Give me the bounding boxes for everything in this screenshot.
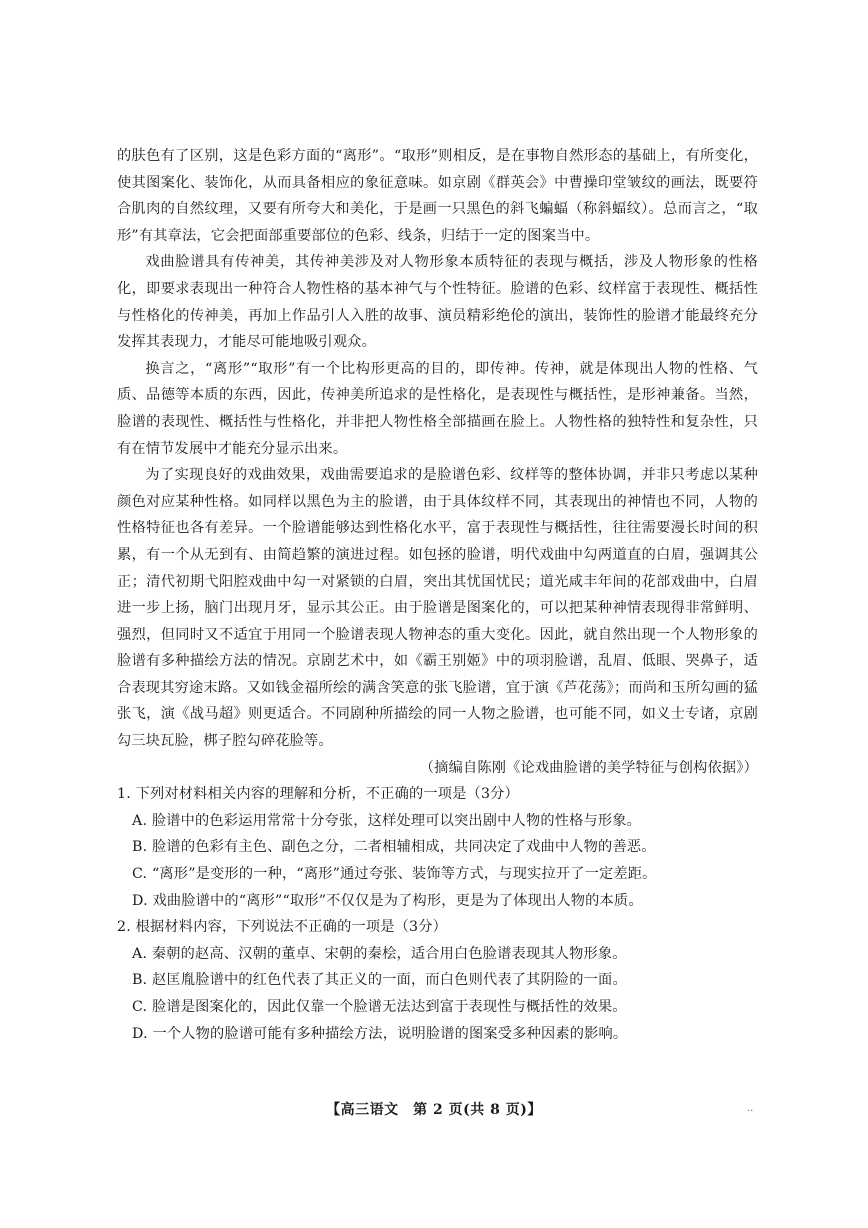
paragraph-4: 为了实现良好的戏曲效果，戏曲需要追求的是脸谱色彩、纹样等的整体协调，并非只考虑以某种颜色对应某种性格。如同样以黑色为主的脸谱，由于具体纹样不同，其表现出的神情也不同，人物的性格特征也各有差异。一个脸谱能够达到性格化水平，富于表现性与概括性，往往需要漫长时间的积累，有一个从无到有、由简趋繁的演进过程。如包拯的脸谱，明代戏曲中勾两道直的白眉，强调其公正；清代初期弋阳腔戏曲中勾一对紧锁的白眉，突出其忧国忧民；道光咸丰年间的花部戏曲中，白眉进一步上扬，脑门出现月牙，显示其公正。由于脸谱是图案化的，可以把某种神情表现得非常鲜明、强烈，但同时又不适宜于用同一个脸谱表现人物神态的重大变化。因此，就自然出现一个人物形象的脸谱有多种描绘方法的情况。京剧艺术中，如《霸王别姬》中的项羽脸谱，乱眉、低眼、哭鼻子，适合表现其穷途末路。又如钱金福所绘的满含笑意的张飞脸谱，宜于演《芦花荡》；而尚和玉所勾画的猛张飞，演《战马超》则更适合。不同剧种所描绘的同一人物之脸谱，也可能不同，如义士专诸，京剧勾三块瓦脸，梆子腔勾碎花脸等。 [117,467,758,750]
question-2 [117,914,758,1047]
question-1-option-b: B. 脸谱的色彩有主色、副色之分，二者相辅相成，共同决定了戏曲中人物的善恶。 [132,839,656,856]
page-content [117,143,758,1047]
question-2-option-a: A. 秦朝的赵高、汉朝的董卓、宋朝的秦桧，适合用白色脸谱表现其人物形象。 [132,945,627,962]
question-2-option-d: D. 一个人物的脸谱可能有多种描绘方法，说明脸谱的图案受多种因素的影响。 [132,1025,628,1042]
page-footer: 【高三语文 第 2 页(共 8 页)】 [326,1102,542,1118]
paragraph-2: 戏曲脸谱具有传神美，其传神美涉及对人物形象本质特征的表现与概括，涉及人物形象的性格化，即要求表现出一种符合人物性格的基本神气与个性特征。脸谱的色彩、纹样富于表现性、概括性与性格化的传神美，再加上作品引人入胜的故事、演员精彩绝伦的演出，装饰性的脸谱才能最终充分发挥其表现力，才能尽可能地吸引观众。 [117,254,758,351]
paragraph-1: 的肤色有了区别，这是色彩方面的“离形”。“取形”则相反，是在事物自然形态的基础上，有所变化，使其图案化、装饰化，从而具备相应的象征意味。如京剧《群英会》中曹操印堂皱纹的画法，既要符合肌肉的自然纹理，又要有所夸大和美化，于是画一只黑色的斜飞蝙蝠（称斜蝠纹）。总而言之，“取形”有其章法，它会把面部重要部位的色彩、线条，归结于一定的图案当中。 [117,148,758,244]
question-1-option-a: A. 脸谱中的色彩运用常常十分夸张，这样处理可以突出剧中人物的性格与形象。 [132,812,642,829]
question-2-title: 2. 根据材料内容，下列说法不正确的一项是（3分） [117,919,448,936]
question-2-option-c: C. 脸谱是图案化的，因此仅靠一个脸谱无法达到富于表现性与概括性的效果。 [132,999,627,1015]
corner-mark: .. [747,1103,754,1114]
question-1-option-d: D. 戏曲脸谱中的“离形”“取形”不仅仅是为了构形，更是为了体现出人物的本质。 [132,892,643,909]
question-1-option-c: C. “离形”是变形的一种，“离形”通过夸张、装饰等方式，与现实拉开了一定差距。 [132,866,657,883]
question-1-title: 1. 下列对材料相关内容的理解和分析，不正确的一项是（3分） [117,786,519,803]
source-citation: （摘编自陈刚《论戏曲脸谱的美学特征与创构依据》） [419,759,758,776]
question-2-option-b: B. 赵匡胤脸谱中的红色代表了其正义的一面，而白色则代表了其阴险的一面。 [132,972,627,989]
paragraph-3: 换言之，“离形”“取形”有一个比构形更高的目的，即传神。传神，就是体现出人物的性格、气质、品德等本质的东西，因此，传神美所追求的是性格化，是表现性与概括性，是形神兼备。当然，脸谱的表现性、概括性与性格化，并非把人物性格全部描画在脸上。人物性格的独特性和复杂性，只有在情节发展中才能充分显示出来。 [117,360,758,457]
question-1 [117,781,758,914]
